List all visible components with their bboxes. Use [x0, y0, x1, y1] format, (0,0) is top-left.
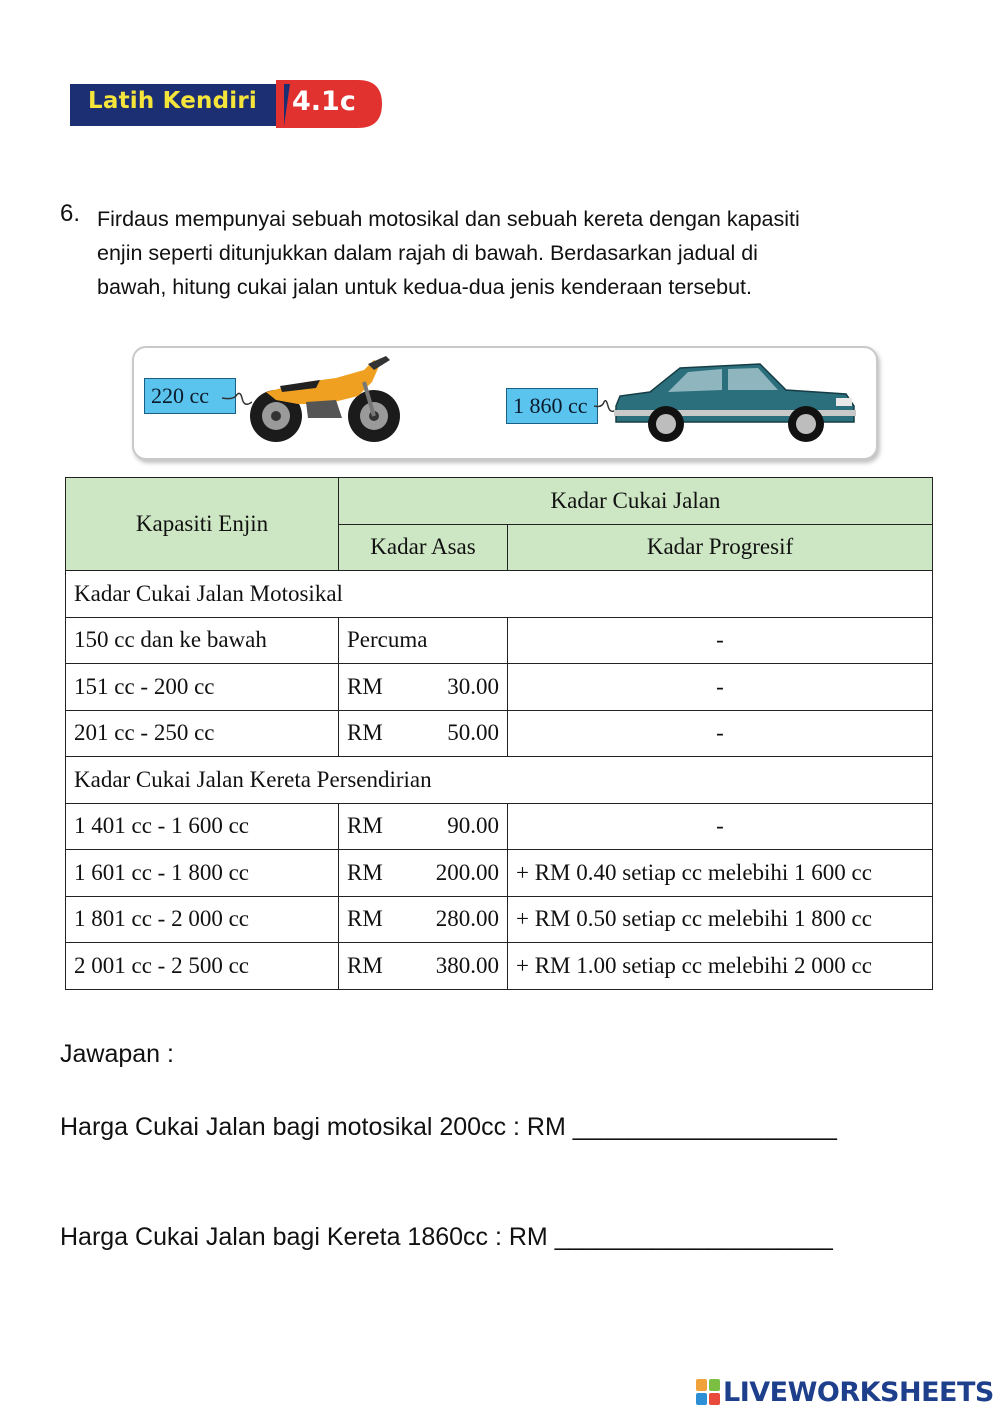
brand-grid-icon	[696, 1379, 720, 1405]
base-amount: 50.00	[447, 720, 499, 746]
road-tax-table	[65, 477, 933, 990]
motorcycle-cc-label: 220 cc	[144, 378, 236, 414]
progressive-cell: -	[508, 803, 933, 850]
base-rate-cell	[339, 850, 508, 897]
base-rate-cell	[339, 896, 508, 943]
base-rate-cell	[339, 943, 508, 990]
capacity-cell: 150 cc dan ke bawah	[66, 617, 339, 664]
capacity-cell: 1 601 cc - 1 800 cc	[66, 850, 339, 897]
section-row	[66, 757, 933, 804]
section-car: Kadar Cukai Jalan Kereta Persendirian	[66, 757, 933, 804]
currency-label: RM	[347, 673, 383, 699]
base-amount: 280.00	[435, 906, 499, 932]
header-capacity: Kapasiti Enjin	[66, 478, 339, 571]
progressive-cell: -	[508, 710, 933, 757]
progressive-cell: + RM 0.50 setiap cc melebihi 1 800 cc	[508, 896, 933, 943]
answer-title: Jawapan :	[60, 1040, 174, 1068]
header-rate: Kadar Cukai Jalan	[339, 478, 933, 525]
table-row	[66, 617, 933, 664]
currency-label: RM	[347, 952, 383, 978]
base-rate-cell	[339, 664, 508, 711]
base-rate-cell: Percuma	[339, 617, 508, 664]
liveworksheets-logo	[696, 1375, 994, 1409]
table-row	[66, 850, 933, 897]
section-motorcycle: Kadar Cukai Jalan Motosikal	[66, 571, 933, 618]
capacity-cell: 1 801 cc - 2 000 cc	[66, 896, 339, 943]
question-line: bawah, hitung cukai jalan untuk kedua-dua jenis kenderaan tersebut.	[97, 275, 753, 299]
progressive-cell: -	[508, 617, 933, 664]
table-row	[66, 943, 933, 990]
progressive-cell: + RM 1.00 setiap cc melebihi 2 000 cc	[508, 943, 933, 990]
motorcycle-image	[246, 352, 406, 448]
question-line: enjin seperti ditunjukkan dalam rajah di bawah. Berdasarkan jadual di	[97, 241, 758, 265]
capacity-cell: 2 001 cc - 2 500 cc	[66, 943, 339, 990]
base-rate-cell	[339, 803, 508, 850]
table-row	[66, 803, 933, 850]
section-row	[66, 571, 933, 618]
progressive-cell: -	[508, 664, 933, 711]
currency-label: RM	[347, 720, 383, 746]
base-rate-cell	[339, 710, 508, 757]
base-amount: 30.00	[447, 673, 499, 699]
question-number: 6.	[60, 200, 81, 227]
header-progressive-rate: Kadar Progresif	[508, 524, 933, 571]
progressive-cell: + RM 0.40 setiap cc melebihi 1 600 cc	[508, 850, 933, 897]
capacity-cell: 151 cc - 200 cc	[66, 664, 339, 711]
table-row	[66, 710, 933, 757]
answer-motorcycle: Harga Cukai Jalan bagi motosikal 200cc : RM ___________________	[60, 1113, 837, 1141]
base-amount: 380.00	[435, 952, 499, 978]
table-header-row	[66, 478, 933, 525]
capacity-cell: 1 401 cc - 1 600 cc	[66, 803, 339, 850]
capacity-cell: 201 cc - 250 cc	[66, 710, 339, 757]
brand-text: LIVEWORKSHEETS	[723, 1376, 994, 1408]
badge-title: Latih Kendiri	[88, 88, 258, 114]
badge-code: 4.1c	[292, 86, 356, 117]
currency-label: RM	[347, 906, 383, 932]
header-base-rate: Kadar Asas	[339, 524, 508, 571]
answer-car: Harga Cukai Jalan bagi Kereta 1860cc : RM ____________________	[60, 1223, 833, 1251]
car-image	[610, 356, 860, 448]
table-row	[66, 896, 933, 943]
car-cc-label: 1 860 cc	[506, 388, 598, 424]
table-row	[66, 664, 933, 711]
currency-label: RM	[347, 813, 383, 839]
section-badge	[70, 80, 382, 128]
base-amount: 90.00	[447, 813, 499, 839]
vehicle-figure	[132, 346, 878, 460]
base-amount: 200.00	[435, 859, 499, 885]
question-text	[97, 202, 917, 304]
currency-label: RM	[347, 859, 383, 885]
question-line: Firdaus mempunyai sebuah motosikal dan sebuah kereta dengan kapasiti	[97, 207, 800, 231]
